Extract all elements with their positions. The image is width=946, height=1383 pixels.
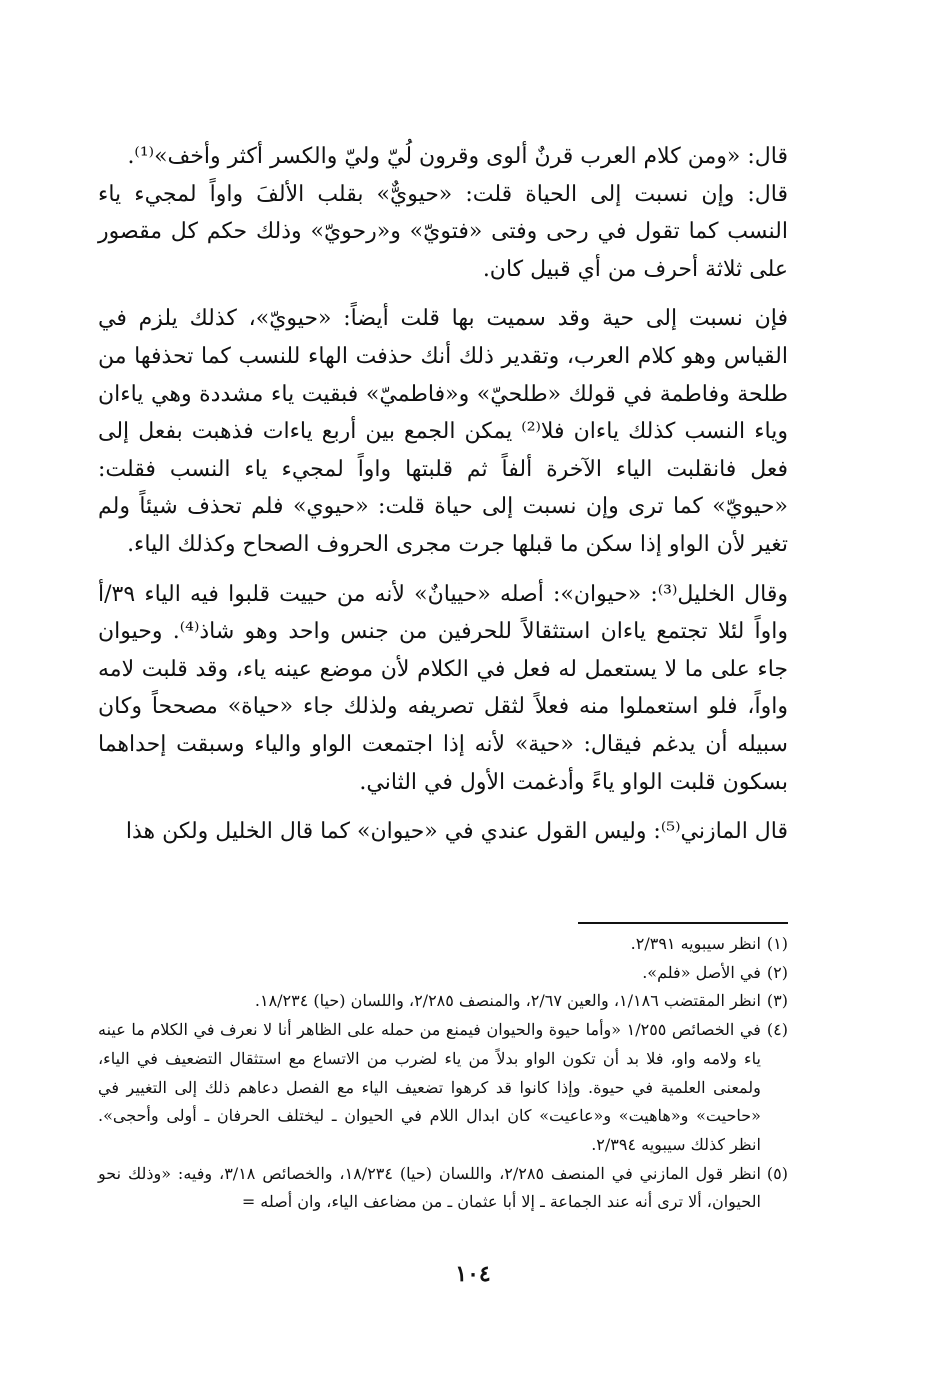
footnote-1	[98, 930, 788, 959]
footnote-3	[98, 987, 788, 1016]
footnotes	[98, 930, 788, 1217]
paragraph-4: قال المازني⁽⁵⁾: وليس القول عندي في «حيوان» كما قال الخليل ولكن هذا	[125, 819, 788, 845]
footnote-number: (٥)	[766, 1163, 788, 1183]
footnote-2	[98, 959, 788, 988]
paragraph-2: فإن نسبت إلى حية وقد سميت بها قلت أيضاً: «حيويّ»، كذلك يلزم في القياس وهو كلام العرب، وتقدير ذلك أنك حذفت الهاء للنسب كما تحذفها من طلحة وفاطمة في قولك «طلحيّ» و«فاطميّ» فبقيت ياء مشددة وهي ياءان وياء النسب كذلك ياءان فلا⁽²⁾ يمكن الجمع بين أربع ياءات فذهبت بفعل إلى فعل فانقلبت الياء الآخرة ألفاً ثم قلبتها واواً لمجيء ياء النسب فقلت: «حيويّ» كما ترى وإن نسبت إلى حياة قلت: «حيوي» فلم تحذف شيئاً ولم تغير لأن الواو إذا سكن ما قبلها جرت مجرى الحروف الصحاح وكذلك الياء.	[98, 306, 788, 557]
page-number: ١٠٤	[455, 1261, 491, 1287]
footnote-text: انظر قول المازني في المنصف ٢/٢٨٥، واللسان (حيا) ١٨/٢٣٤، والخصائص ٣/١٨، وفيه: «وذلك نحو الحيوان، ألا ترى أنه عند الجماعة ـ إلا أبا عثمان ـ من مضاعف الياء، وان أصله =	[98, 1163, 761, 1212]
footnote-number: (٣)	[766, 991, 788, 1011]
footnote-text: انظر المقتضب ١/١٨٦، والعين ٢/٦٧، والمنصف ٢/٢٨٥، واللسان (حيا) ١٨/٢٣٤.	[254, 991, 761, 1011]
footnote-divider	[578, 922, 788, 924]
paragraph-1: قال: «ومن كلام العرب قرنٌ ألوى وقرون لُيّ وليّ والكسر أكثر وأخف»⁽¹⁾. قال: وإن نسبت إلى الحياة قلت: «حيويٌّ» بقلب الألفَ واواً لمجيء ياء النسب كما تقول في رحى وفتى «فتويّ» و«رحويّ» وذلك حكم كل مقصور على ثلاثة أحرف من أي قبيل كان.	[98, 144, 788, 282]
footnote-text: في الأصل «فلم».	[642, 962, 761, 982]
footnote-5	[98, 1160, 788, 1217]
footnote-4	[98, 1016, 788, 1160]
footnote-text: انظر سيبويه ٢/٣٩١.	[630, 934, 761, 953]
footnote-text: في الخصائص ١/٢٥٥ «وأما حيوة والحيوان فيمنع من حمله على الظاهر أنا لا نعرف في الكلام ما عينه ياء ولامه واو، فلا بد أن تكون الواو بدلاً من ياء لضرب من الاتساع مع استثقال التضعيف في الياء، ولمعنى العلمية في حيوة. وإذا كانوا قد كرهوا تضعيف الياء مع الفصل دعاهم ذلك إلى التغيير في «حاحيت» و«هاهيت» و«عاعيت» كان ابدال اللام في الحيوان ـ ليختلف الحرفان ـ أولى وأحجى». انظر كذلك سيبويه ٢/٣٩٤.	[98, 1020, 761, 1154]
footnote-number: (٢)	[766, 962, 788, 982]
paragraph-3: وقال الخليل⁽³⁾: «حيوان»: أصله «حييانٌ» لأنه من حييت قلبوا فيه الياء ٣٩/أ واواً لئلا تجتمع ياءان استثقالاً للحرفين من جنس واحد وهو شاذ⁽⁴⁾. وحيوان جاء على ما لا يستعمل له فعل في الكلام لأن موضع عينه ياء، وقد قلبت لامه واواً، فلو استعملوا منه فعلاً لثقل تصريفه ولذلك جاء «حياة» مصححاً وكان سبيله أن يدغم فيقال: «حية» لأنه إذا اجتمعت الواو والياء وسبقت إحداهما بسكون قلبت الواو ياءً وأدغمت الأول في الثاني.	[98, 581, 789, 795]
footnote-number: (١)	[766, 934, 788, 953]
main-text	[98, 138, 788, 851]
footnote-number: (٤)	[766, 1020, 788, 1040]
